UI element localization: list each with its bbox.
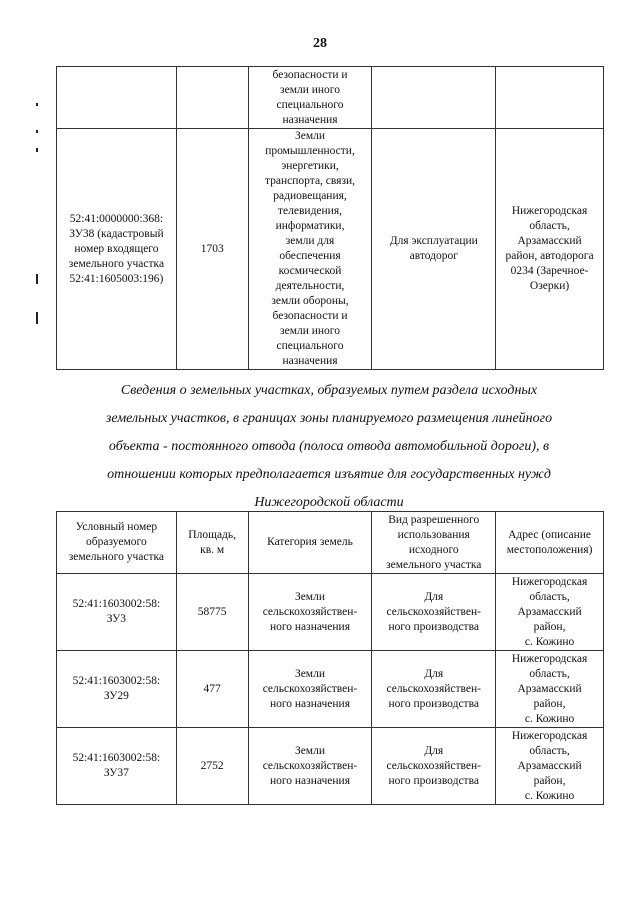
table-row [57, 574, 604, 651]
use-cell: Для сельскохозяйствен- ного производства [372, 574, 496, 651]
margin-mark [36, 130, 38, 133]
header-address: Адрес (описание местоположения) [496, 512, 604, 574]
heading-line: Сведения о земельных участках, образуемых путем раздела исходных [120, 383, 538, 398]
address-cell: Нижегородская область, Арзамасский район, автодорога 0234 (Заречное- Озерки) [496, 129, 604, 370]
heading-line: Нижегородской области [254, 495, 404, 510]
number-cell: 52:41:1603002:58: ЗУ3 [57, 574, 177, 651]
table-header-row [57, 512, 604, 574]
category-cell: безопасности и земли иного специального назначения [248, 67, 372, 129]
area-cell: 2752 [176, 728, 248, 805]
header-category: Категория земель [248, 512, 372, 574]
table-row [57, 728, 604, 805]
number-cell [57, 67, 177, 129]
margin-mark [36, 148, 38, 152]
area-cell [176, 67, 248, 129]
margin-mark [36, 103, 38, 106]
use-cell: Для эксплуатации автодорог [372, 129, 496, 370]
margin-mark [36, 312, 38, 324]
header-area: Площадь, кв. м [176, 512, 248, 574]
area-cell: 477 [176, 651, 248, 728]
margin-mark [36, 274, 38, 284]
use-cell: Для сельскохозяйствен- ного производства [372, 728, 496, 805]
page-number: 28 [313, 36, 327, 51]
formed-plots-table [56, 511, 604, 805]
address-cell: Нижегородская область, Арзамасский район, с. Кожино [496, 728, 604, 805]
header-use: Вид разрешенного использования исходного земельного участка [372, 512, 496, 574]
table-row [57, 651, 604, 728]
heading-line: земельных участков, в границах зоны планируемого размещения линейного [105, 411, 553, 426]
area-cell: 58775 [176, 574, 248, 651]
number-cell: 52:41:0000000:368: ЗУ38 (кадастровый номер входящего земельного участка 52:41:1605003:196) [57, 129, 177, 370]
table-row [57, 67, 604, 129]
category-cell: Земли промышленности, энергетики, транспорта, связи, радиовещания, телевидения, информатики, земли для обеспечения космической деятельности, земли обороны, безопасности и земли иного специального назначения [248, 129, 372, 370]
address-cell [496, 67, 604, 129]
address-cell: Нижегородская область, Арзамасский район, с. Кожино [496, 574, 604, 651]
section-heading [74, 377, 584, 517]
table-row [57, 129, 604, 370]
address-cell: Нижегородская область, Арзамасский район, с. Кожино [496, 651, 604, 728]
top-land-table [56, 66, 604, 370]
use-cell: Для сельскохозяйствен- ного производства [372, 651, 496, 728]
category-cell: Земли сельскохозяйствен- ного назначения [248, 651, 372, 728]
heading-line: отношении которых предполагается изъятие для государственных нужд [107, 467, 551, 482]
number-cell: 52:41:1603002:58: ЗУ37 [57, 728, 177, 805]
category-cell: Земли сельскохозяйствен- ного назначения [248, 728, 372, 805]
area-cell: 1703 [176, 129, 248, 370]
category-cell: Земли сельскохозяйствен- ного назначения [248, 574, 372, 651]
number-cell: 52:41:1603002:58: ЗУ29 [57, 651, 177, 728]
heading-line: объекта - постоянного отвода (полоса отвода автомобильной дороги), в [108, 439, 550, 454]
header-number: Условный номер образуемого земельного участка [57, 512, 177, 574]
use-cell [372, 67, 496, 129]
